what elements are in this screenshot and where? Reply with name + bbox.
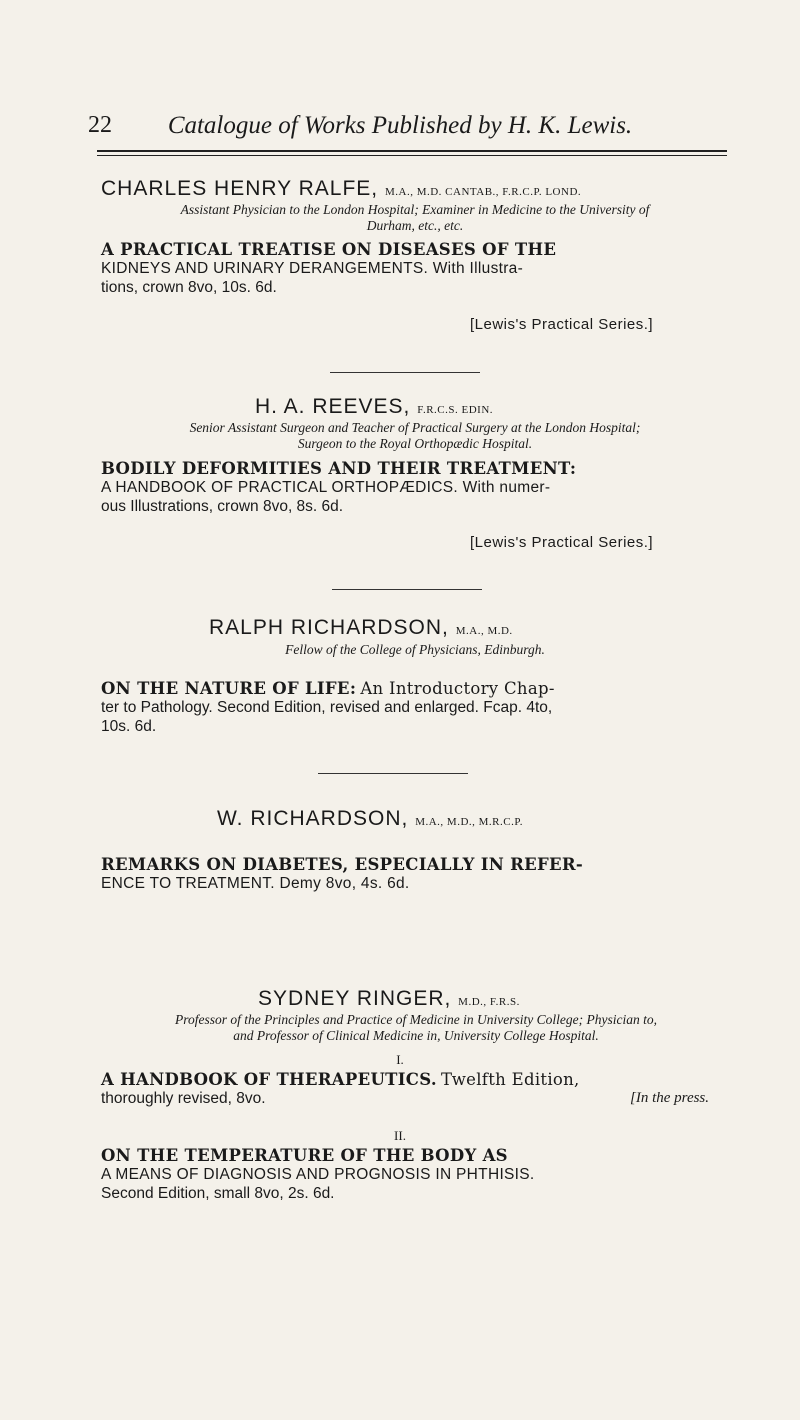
author-affiliation: [100, 420, 730, 452]
author-degrees: M.A., M.D.: [455, 625, 513, 637]
work-title: A PRACTICAL TREATISE ON DISEASES OF THE: [101, 240, 557, 259]
affiliation-line: Surgeon to the Royal Orthopædic Hospital.: [297, 436, 533, 451]
header-rule-thin: [97, 155, 727, 156]
affiliation-line: Professor of the Principles and Practice of Medicine in University College; Physician to,: [174, 1012, 658, 1027]
work-line: tions, crown 8vo, 10s. 6d.: [101, 279, 277, 296]
author-name: H. A. REEVES,: [255, 395, 411, 418]
affiliation-line: Senior Assistant Surgeon and Teacher of Practical Surgery at the London Hospital;: [189, 420, 641, 435]
author-heading: [258, 987, 520, 1011]
author-name: W. RICHARDSON,: [217, 807, 409, 830]
author-heading: [217, 807, 523, 831]
work-title: ON THE TEMPERATURE OF THE BODY AS: [101, 1146, 508, 1165]
work-line: ENCE TO TREATMENT. Demy 8vo, 4s. 6d.: [101, 875, 410, 892]
work-title: BODILY DEFORMITIES AND THEIR TREATMENT:: [101, 459, 577, 478]
page-number: 22: [88, 112, 112, 138]
work-line: ter to Pathology. Second Edition, revised and enlarged. Fcap. 4to,: [101, 699, 553, 716]
work-entry: [101, 855, 741, 893]
work-line: ous Illustrations, crown 8vo, 8s. 6d.: [101, 498, 344, 515]
work-line: A MEANS OF DIAGNOSIS AND PROGNOSIS IN PHTHISIS.: [101, 1166, 535, 1183]
work-entry: [101, 1146, 741, 1203]
series-note: [Lewis's Practical Series.]: [470, 316, 654, 333]
author-degrees: M.A., M.D., M.R.C.P.: [415, 816, 523, 828]
affiliation-line: and Professor of Clinical Medicine in, University College Hospital.: [233, 1028, 599, 1043]
work-line: 10s. 6d.: [101, 718, 157, 735]
publication-status: [In the press.: [630, 1090, 710, 1106]
affiliation-line: Durham, etc., etc.: [366, 218, 464, 233]
work-title: REMARKS ON DIABETES, ESPECIALLY IN REFER-: [101, 855, 584, 874]
author-heading: [255, 395, 493, 419]
affiliation-line: Assistant Physician to the London Hospital; Examiner in Medicine to the University of: [180, 202, 650, 217]
work-subtitle: Twelfth Edition,: [441, 1070, 580, 1089]
running-title: Catalogue of Works Published by H. K. Lewis.: [167, 112, 633, 139]
work-subtitle: An Introductory Chap-: [360, 679, 555, 698]
author-degrees: F.R.C.S. EDIN.: [417, 404, 494, 416]
section-divider: [332, 589, 482, 590]
section-divider: [330, 372, 480, 373]
work-line: KIDNEYS AND URINARY DERANGEMENTS. With Illustra-: [101, 260, 524, 277]
work-number: I.: [396, 1052, 404, 1067]
work-number: II.: [394, 1128, 406, 1143]
header-rule: [97, 150, 727, 152]
author-name: CHARLES HENRY RALFE,: [101, 177, 379, 200]
author-degrees: M.A., M.D. CANTAB., F.R.C.P. LOND.: [384, 186, 582, 198]
author-affiliation: [100, 642, 730, 658]
work-line: A HANDBOOK OF PRACTICAL ORTHOPÆDICS. With numer-: [101, 479, 551, 496]
work-line: thoroughly revised, 8vo.: [101, 1090, 266, 1107]
author-affiliation: [96, 1012, 736, 1044]
author-affiliation: [100, 202, 730, 234]
author-name: SYDNEY RINGER,: [258, 987, 452, 1010]
author-heading: [209, 616, 513, 640]
work-entry: [101, 240, 731, 297]
work-entry: [101, 459, 741, 516]
author-name: RALPH RICHARDSON,: [209, 616, 449, 639]
series-note: [Lewis's Practical Series.]: [470, 534, 654, 551]
affiliation-line: Fellow of the College of Physicians, Edinburgh.: [285, 642, 545, 657]
work-entry: [101, 679, 741, 736]
work-line: Second Edition, small 8vo, 2s. 6d.: [101, 1185, 335, 1202]
work-title: ON THE NATURE OF LIFE:: [101, 679, 357, 698]
work-title: A HANDBOOK OF THERAPEUTICS.: [101, 1070, 437, 1089]
section-divider: [318, 773, 468, 774]
author-heading: [101, 177, 581, 201]
author-degrees: M.D., F.R.S.: [458, 996, 520, 1008]
